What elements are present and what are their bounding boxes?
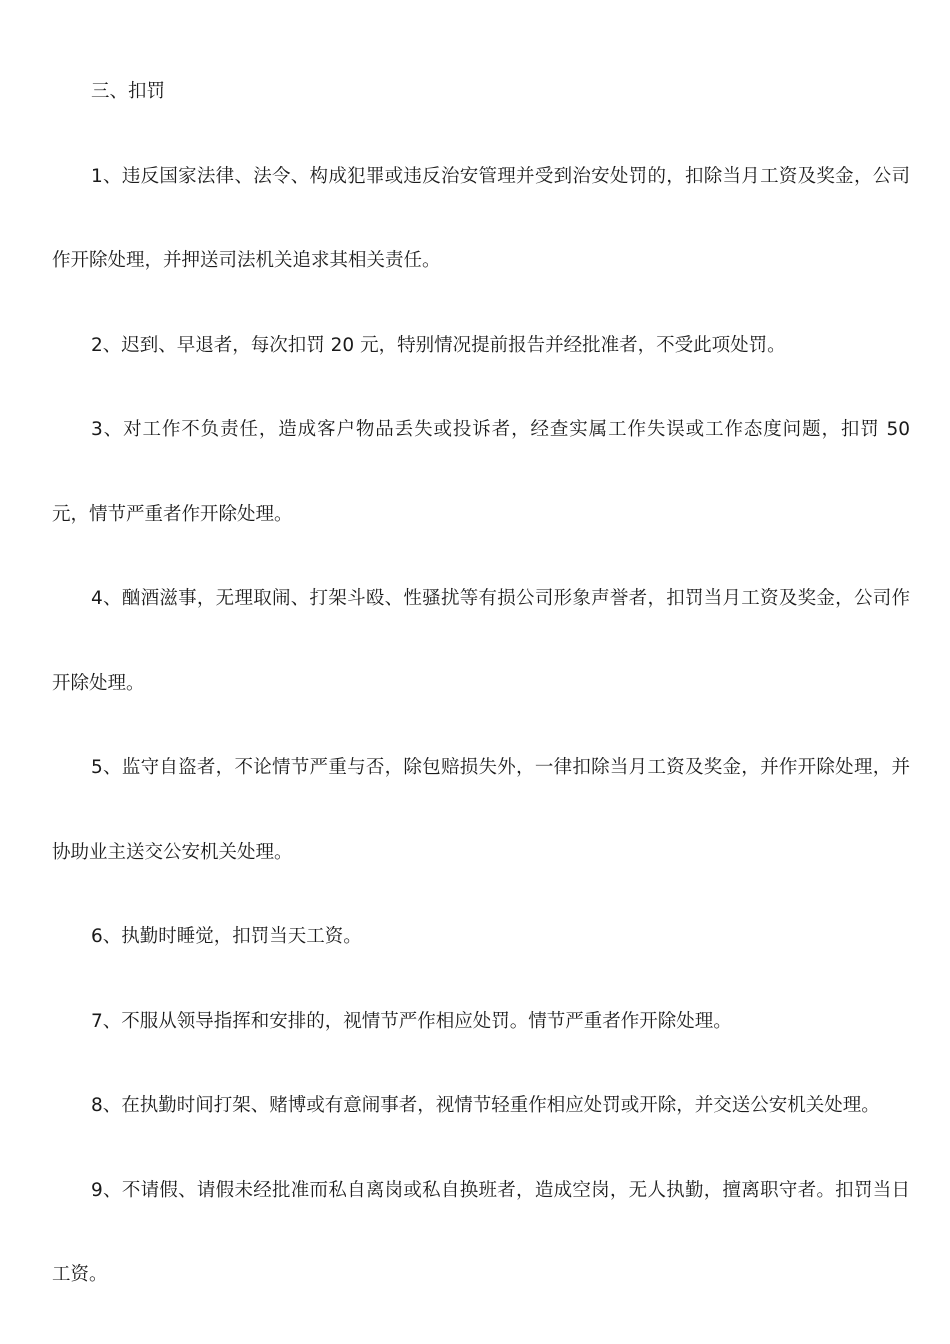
document-body [52, 50, 910, 1318]
penalty-item-4: 4、酗酒滋事，无理取闹、打架斗殴、性骚扰等有损公司形象声誉者，扣罚当月工资及奖金，公司作开除处理。 [52, 588, 910, 694]
section-heading: 三、扣罚 [91, 81, 166, 102]
penalty-item-1: 1、违反国家法律、法令、构成犯罪或违反治安管理并受到治安处罚的，扣除当月工资及奖金，公司作开除处理，并押送司法机关追求其相关责任。 [52, 165, 910, 271]
penalty-item-3: 3、对工作不负责任，造成客户物品丢失或投诉者，经查实属工作失误或工作态度问题，扣罚 50 元，情节严重者作开除处理。 [52, 419, 910, 525]
penalty-item-9: 9、不请假、请假未经批准而私自离岗或私自换班者，造成空岗，无人执勤，擅离职守者。扣罚当日工资。 [52, 1179, 910, 1285]
penalty-item-6: 6、执勤时睡觉，扣罚当天工资。 [91, 926, 362, 947]
penalty-item-8: 8、在执勤时间打架、赌博或有意闹事者，视情节轻重作相应处罚或开除，并交送公安机关处理。 [91, 1095, 880, 1116]
penalty-item-2: 2、迟到、早退者，每次扣罚 20 元，特别情况提前报告并经批准者，不受此项处罚。 [91, 334, 786, 356]
penalty-item-7: 7、不服从领导指挥和安排的，视情节严作相应处罚。情节严重者作开除处理。 [91, 1010, 732, 1032]
penalty-item-5: 5、监守自盗者，不论情节严重与否，除包赔损失外，一律扣除当月工资及奖金，并作开除处理，并协助业主送交公安机关处理。 [52, 757, 910, 863]
